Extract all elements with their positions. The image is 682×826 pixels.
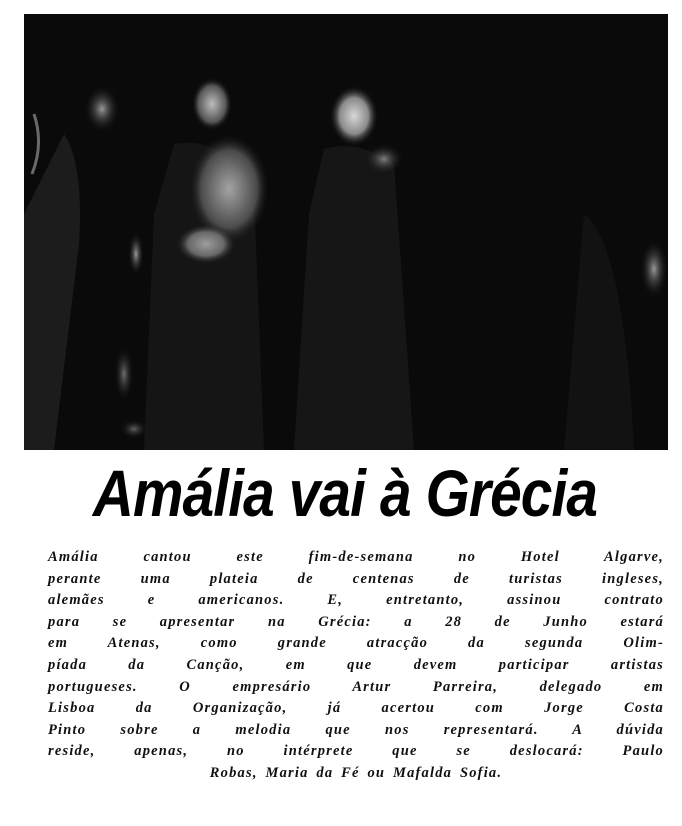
- body-line: para se apresentar na Grécia: a 28 de Junho estará: [48, 613, 664, 630]
- body-line: reside, apenas, no intérprete que se deslocará: Paulo: [48, 743, 664, 760]
- body-line: em Atenas, como grande atracção da segunda Olim-: [48, 635, 664, 652]
- body-line: portugueses. O empresário Artur Parreira, delegado em: [48, 678, 664, 695]
- body-line: Pinto sobre a melodia que nos representará. A dúvida: [48, 721, 664, 738]
- photo-image: [24, 14, 668, 450]
- article-body: [48, 547, 664, 785]
- body-line: Amália cantou este fim-de-semana no Hotel Algarve,: [48, 549, 664, 565]
- article-photo: [24, 14, 668, 450]
- body-line: píada da Canção, em que devem participar artistas: [48, 656, 664, 673]
- body-line-last: Robas, Maria da Fé ou Mafalda Sofia.: [209, 764, 503, 781]
- body-line: Lisboa da Organização, já acertou com Jorge Costa: [48, 700, 664, 717]
- body-line: alemães e americanos. E, entretanto, assinou contrato: [48, 592, 664, 609]
- body-line: perante uma plateia de centenas de turistas ingleses,: [48, 570, 664, 587]
- article-headline: Amália vai à Grécia: [92, 456, 598, 530]
